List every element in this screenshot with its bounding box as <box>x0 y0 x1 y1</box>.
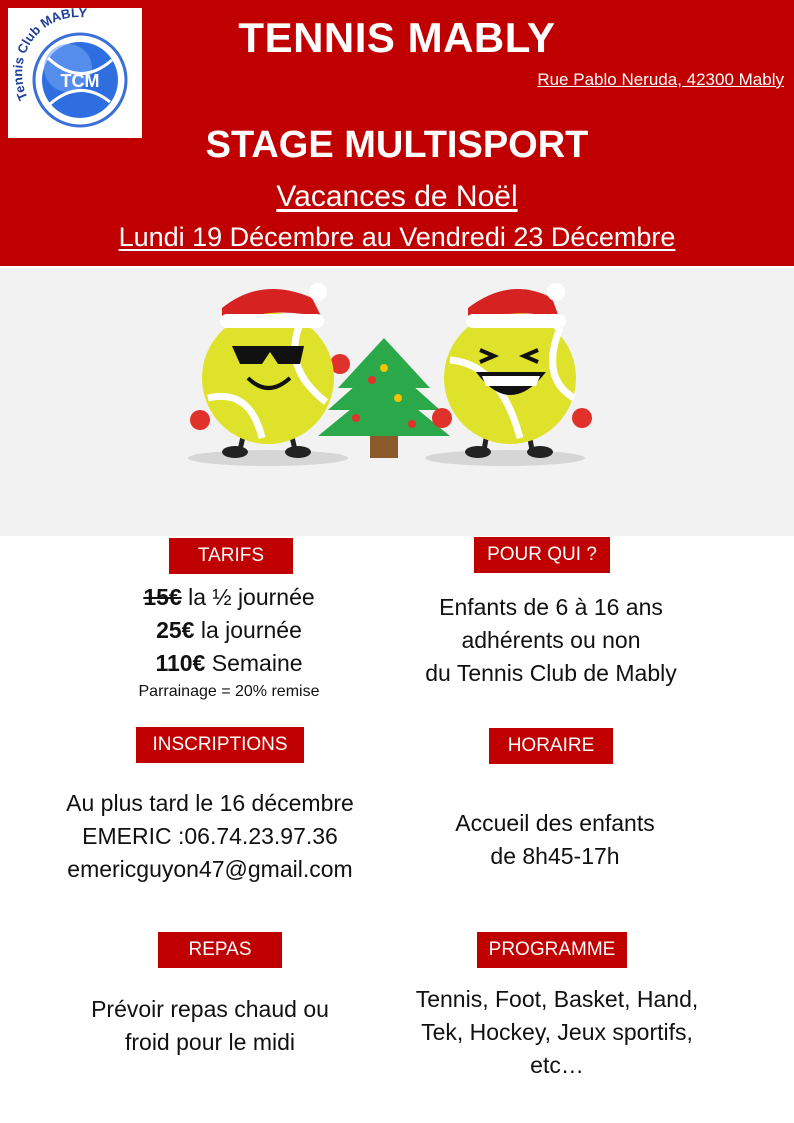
christmas-illustration <box>0 268 794 536</box>
header-banner <box>0 0 794 266</box>
day-price-line: 25€ la journée <box>156 617 302 643</box>
pour-qui-line: Enfants de 6 à 16 ans <box>439 594 663 620</box>
inscriptions-block <box>40 787 380 886</box>
parrainage-note: Parrainage = 20% remise <box>138 683 320 700</box>
logo-ring-text: Tennis Club MABLY <box>10 8 88 103</box>
pour-qui-line: du Tennis Club de Mably <box>425 660 677 686</box>
tarifs-block <box>94 581 364 704</box>
repas-badge: REPAS <box>158 932 282 968</box>
repas-line: froid pour le midi <box>124 1029 296 1055</box>
inscriptions-phone: EMERIC :06.74.23.97.36 <box>82 823 338 849</box>
programme-block <box>390 983 724 1082</box>
pour-qui-block <box>396 591 706 690</box>
logo-center-text: TCM <box>60 71 100 91</box>
tennis-ball-laughing-icon <box>432 283 592 458</box>
inscriptions-email: emericguyon47@gmail.com <box>67 856 353 882</box>
pour-qui-line: adhérents ou non <box>461 627 641 653</box>
programme-line: Tennis, Foot, Basket, Hand, <box>415 986 699 1012</box>
programme-line: Tek, Hockey, Jeux sportifs, <box>421 1019 693 1045</box>
week-price-line: 110€ Semaine <box>155 650 303 676</box>
club-address: Rue Pablo Neruda, 42300 Mably <box>537 70 784 89</box>
inscriptions-deadline: Au plus tard le 16 décembre <box>66 790 354 816</box>
programme-line: etc… <box>530 1052 584 1078</box>
inscriptions-badge: INSCRIPTIONS <box>136 727 304 763</box>
tarifs-badge: TARIFS <box>169 538 293 574</box>
horaire-badge: HORAIRE <box>489 728 613 764</box>
horaire-line: Accueil des enfants <box>455 810 655 836</box>
half-day-price-line: 15€ la ½ journée <box>143 584 315 610</box>
page-title: TENNIS MABLY <box>238 14 556 61</box>
horaire-line: de 8h45-17h <box>490 843 620 869</box>
repas-line: Prévoir repas chaud ou <box>91 996 329 1022</box>
programme-badge: PROGRAMME <box>477 932 627 968</box>
event-title: STAGE MULTISPORT <box>205 124 589 166</box>
pour-qui-badge: POUR QUI ? <box>474 537 610 573</box>
event-period: Vacances de Noël <box>276 180 518 213</box>
event-dates: Lundi 19 Décembre au Vendredi 23 Décembre <box>118 222 676 252</box>
repas-block <box>60 993 360 1059</box>
horaire-block <box>410 807 700 873</box>
